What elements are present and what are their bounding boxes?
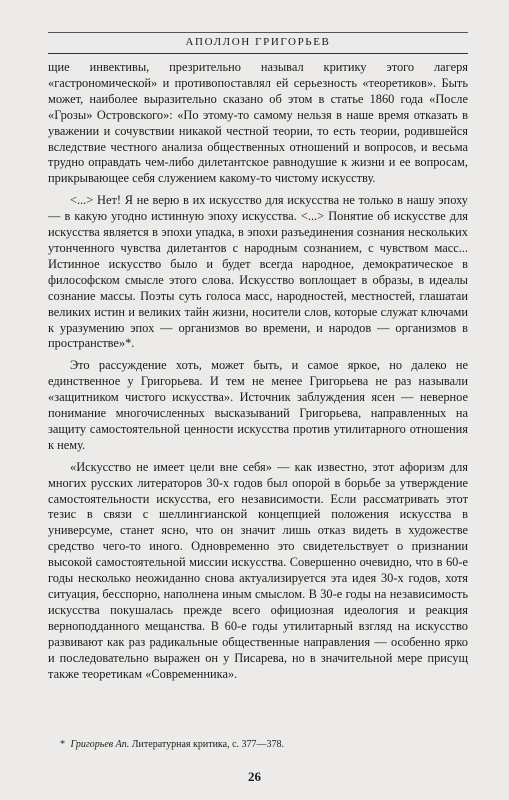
header-rule-top	[48, 32, 468, 33]
paragraph-quote: <...> Нет! Я не верю в их искусство для искусства не только в нашу эпоху — в какую угодно истинную эпоху искусства. <...> Понятие об искусстве для искусства является в эпохи упадка, в эпохи разъединения сознания нескольких утонченного чувства дилетантов с народным сознанием, с чувством масс... Истинное искусство было и будет всегда народное, демократическое в философском смысле этого слова. Искусство воплощает в образы, в идеалы сознание массы. Поэты суть голоса масс, народностей, местностей, глашатаи великих истин и великих тайн жизни, носители слов, которые служат ключами к уразумению эпох — организмов во времени, и народов — организмов в пространстве»*.	[48, 193, 468, 351]
header-rule-bottom	[48, 53, 468, 54]
paragraph-continuation: щие инвективы, презрительно называл критику этого лагеря «гастрономической» и противопоставлял ей серьезность «теоретиков». Быть может, наиболее выразительно сказано об этом в статье 1860 года «После «Грозы» Островского»: «По этому-то самому нельзя в наше время отказать в уважении и сочувствии никакой честной теории, то есть теории, родившейся вследствие честного анализа общественных отношений и вопросов, и весьма трудно оправдать чем-либо дилетантское равнодушие к жизни и ее вопросам, прикрывающее себя служением какому-то чистому искусству.	[48, 60, 468, 186]
running-header: АПОЛЛОН ГРИГОРЬЕВ	[185, 36, 331, 48]
footnote-mark: *	[60, 739, 65, 750]
paragraph: Это рассуждение хоть, может быть, и самое яркое, но далеко не единственное у Григорьева. И тем не менее Григорьева не раз называли «защитником чистого искусства». Источник заблуждения ясен — неверное понимание многочисленных высказываний Григорьева, направленных на защиту самостоятельной ценности искусства против утилитарного отношения к нему.	[48, 358, 468, 452]
footnote-author: Григорьев Ап.	[70, 739, 130, 750]
page-number: 26	[248, 769, 261, 784]
paragraph: «Искусство не имеет цели вне себя» — как известно, этот афоризм для многих русских литераторов 30-х годов был опорой в борьбе за утверждение самостоятельности искусства, его независимости. Если рассматривать этот тезис в связи с шеллингианской концепцией положения искусства в универсуме, станет ясно, что он значит лишь отказ видеть в художестве средство чего-то иного. Одновременно это свидетельствует о признании высокой самостоятельной миссии искусства. Совершенно очевидно, что в 60-е годы несколько неожиданно снова актуализируется эта идея 30-х годов, хотя ситуация, бесспорно, наполнена иным смыслом. В 30-е годы на независимость искусства покушалась прежде всего официозная идеология и реакция верноподданного мещанства. В 60-е годы утилитарный взгляд на искусство развивают как раз радикальные общественные направления — особенно ярко и последовательно выражен он у Писарева, но в значительной мере присущ также теоретикам «Современника».	[48, 459, 468, 681]
footnote	[60, 738, 468, 751]
body-text	[48, 60, 468, 682]
footnote-text: Литературная критика, с. 377—378.	[131, 739, 285, 750]
